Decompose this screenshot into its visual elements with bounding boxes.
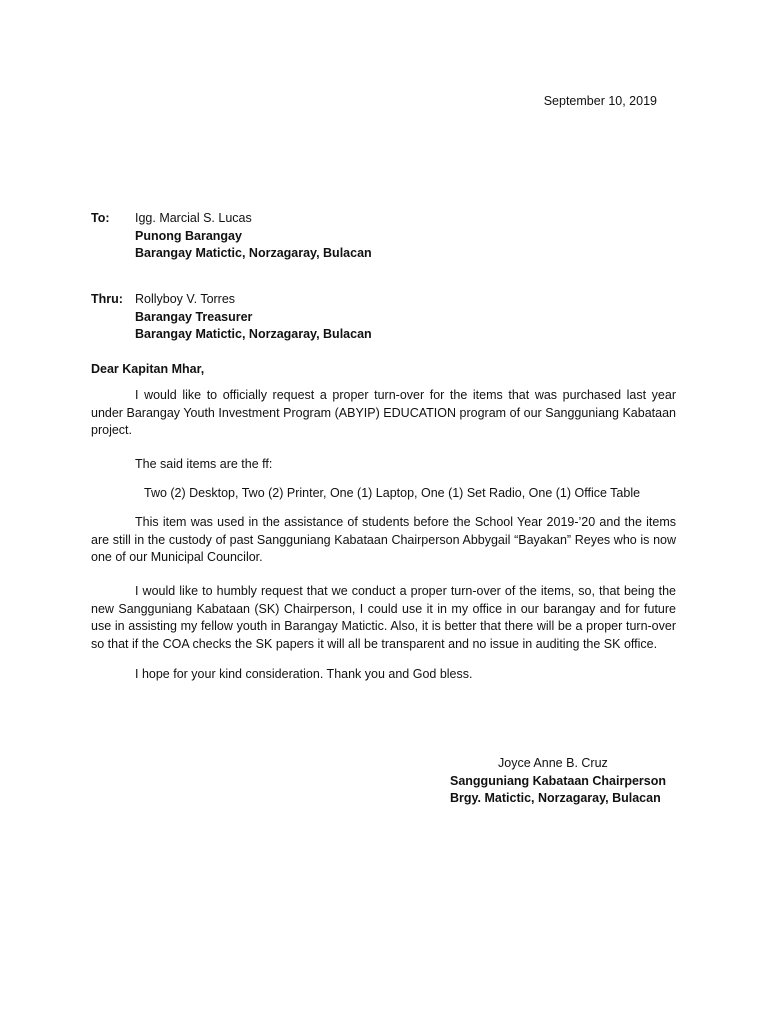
to-recipient bbox=[135, 210, 372, 263]
items-list: Two (2) Desktop, Two (2) Printer, One (1) Laptop, One (1) Set Radio, One (1) Office Table bbox=[144, 486, 641, 500]
signatory-title: Sangguniang Kabataan Chairperson bbox=[450, 773, 667, 788]
salutation: Dear Kapitan Mhar, bbox=[91, 362, 205, 376]
to-address: Barangay Matictic, Norzagaray, Bulacan bbox=[135, 246, 372, 260]
thru-recipient bbox=[135, 291, 372, 344]
to-position: Punong Barangay bbox=[135, 228, 242, 243]
to-name: Igg. Marcial S. Lucas bbox=[135, 211, 252, 225]
body-paragraph-closing: I hope for your kind consideration. Thank you and God bless. bbox=[135, 667, 473, 681]
signatory-name: Joyce Anne B. Cruz bbox=[498, 756, 608, 770]
signature-block bbox=[450, 755, 710, 808]
body-paragraph-justification: I would like to humbly request that we conduct a proper turn-over of the items, so, that being the new Sangguniang Kabataan (SK) Chairperson, I could use it in my office in our barangay and for future use in assisting my fellow youth in Barangay Matictic. Also, it is better that there will be a proper turn-over so that if the COA checks the SK papers it will all be transparent and no issue in auditing the SK office. bbox=[91, 584, 676, 651]
thru-name: Rollyboy V. Torres bbox=[135, 292, 236, 306]
body-paragraph-custody: This item was used in the assistance of students before the School Year 2019-’20 and the items are still in the custody of past Sangguniang Kabataan Chairperson Abbygail “Bayakan” Reyes who is now one of our Municipal Councilor. bbox=[91, 515, 676, 564]
thru-label: Thru: bbox=[91, 292, 123, 306]
body-paragraph-items-intro: The said items are the ff: bbox=[135, 457, 273, 471]
thru-address: Barangay Matictic, Norzagaray, Bulacan bbox=[135, 327, 372, 341]
to-label: To: bbox=[91, 211, 110, 225]
thru-position: Barangay Treasurer bbox=[135, 309, 253, 324]
letter-date: September 10, 2019 bbox=[543, 94, 657, 108]
body-paragraph-request: I would like to officially request a proper turn-over for the items that was purchased last year under Barangay Youth Investment Program (ABYIP) EDUCATION program of our Sangguniang Kabataan project. bbox=[91, 388, 676, 437]
signatory-place: Brgy. Matictic, Norzagaray, Bulacan bbox=[450, 791, 661, 805]
